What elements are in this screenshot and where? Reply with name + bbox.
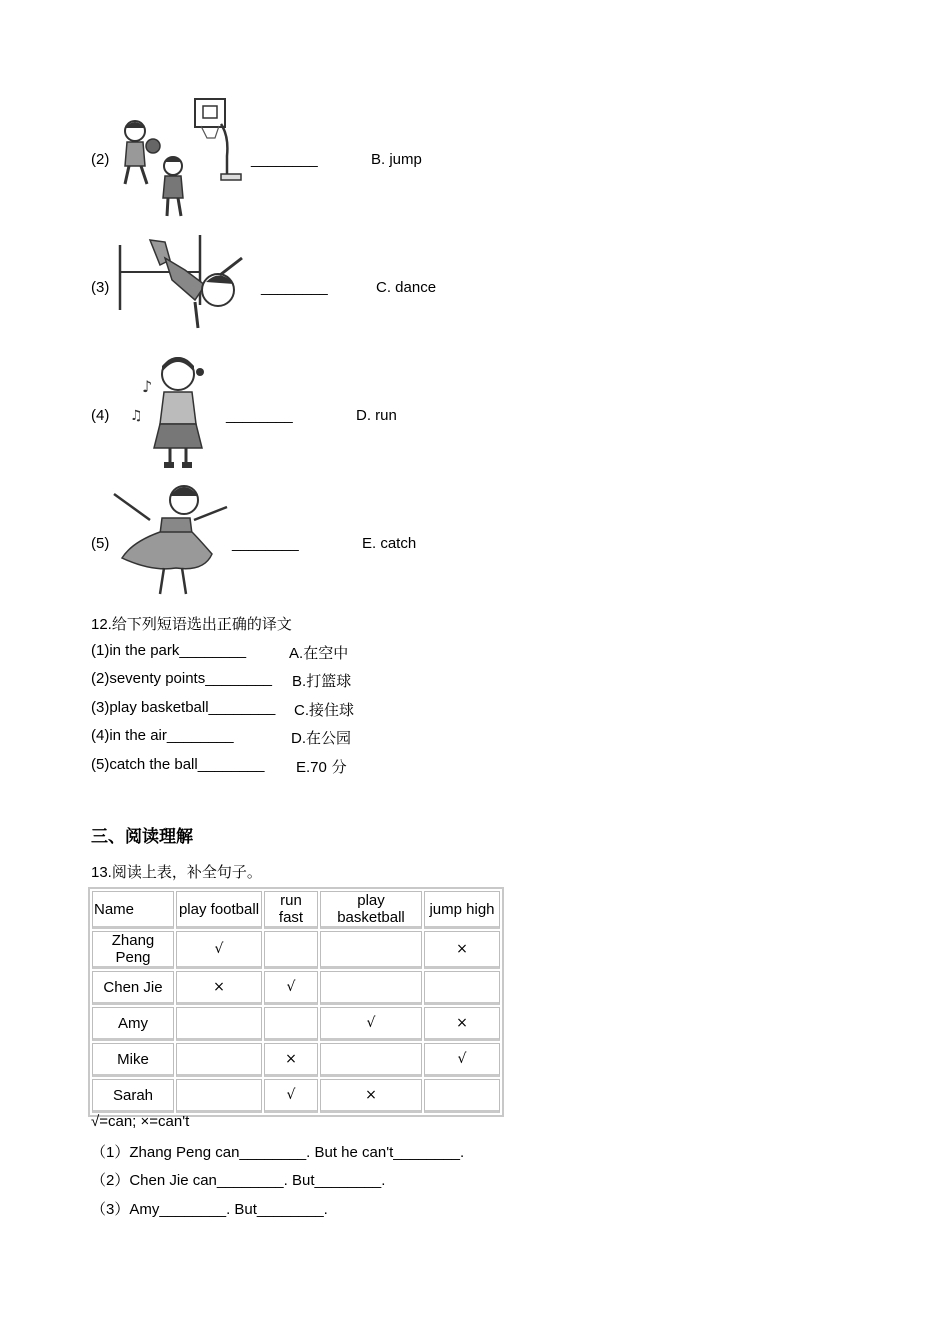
table-cell: √ bbox=[320, 1007, 422, 1041]
name-cell: Sarah bbox=[92, 1079, 174, 1113]
header-cell: play basketball bbox=[320, 891, 422, 929]
item-number: (3) bbox=[91, 279, 110, 296]
table-cell: × bbox=[320, 1079, 422, 1113]
header-cell: jump high bbox=[424, 891, 500, 929]
table-row bbox=[92, 931, 500, 969]
option-letter: B. bbox=[292, 673, 307, 690]
table-cell bbox=[320, 971, 422, 1005]
table-cell bbox=[320, 931, 422, 969]
basketball-players-illustration bbox=[115, 96, 245, 221]
svg-text:♫: ♫ bbox=[130, 408, 143, 424]
item-number: (4) bbox=[91, 407, 110, 424]
table-cell: √ bbox=[424, 1043, 500, 1077]
fill-sentence[interactable]: （2）Chen Jie can________. But________. bbox=[91, 1172, 386, 1189]
table-cell bbox=[176, 1007, 262, 1041]
header-cell: play football bbox=[176, 891, 262, 929]
table-cell bbox=[176, 1043, 262, 1077]
question-text: 阅读上表，补全句子。 bbox=[111, 863, 262, 881]
table-cell: √ bbox=[264, 1079, 318, 1113]
singing-girl-illustration bbox=[128, 352, 218, 474]
option-text: 接住球 bbox=[309, 701, 355, 719]
option-text: E. catch bbox=[362, 535, 417, 552]
table-cell: √ bbox=[264, 971, 318, 1005]
name-cell: Amy bbox=[92, 1007, 174, 1041]
table-cell: × bbox=[424, 1007, 500, 1041]
question-number: 13. bbox=[91, 864, 112, 881]
option-text: 在空中 bbox=[303, 644, 349, 662]
option-text: 分 bbox=[326, 758, 347, 776]
answer-blank[interactable]: ________ bbox=[226, 407, 293, 424]
option-letter: C. bbox=[294, 702, 309, 719]
section-heading: 三、阅读理解 bbox=[91, 827, 193, 847]
phrase: (1)in the park________ bbox=[91, 642, 247, 659]
phrase: (5)catch the ball________ bbox=[91, 756, 265, 773]
table-row bbox=[92, 971, 500, 1005]
translation-option bbox=[292, 670, 351, 691]
option-letter: A. bbox=[289, 645, 304, 662]
name-cell: Mike bbox=[92, 1043, 174, 1077]
ballet-dancer-illustration bbox=[112, 482, 232, 602]
table-cell bbox=[264, 931, 318, 969]
question-12-title bbox=[91, 613, 292, 634]
option-letter: D. bbox=[291, 730, 306, 747]
item-number: (5) bbox=[91, 535, 110, 552]
phrase: (2)seventy points________ bbox=[91, 670, 272, 687]
table-cell: × bbox=[264, 1043, 318, 1077]
item-number: (2) bbox=[91, 151, 110, 168]
table-cell bbox=[264, 1007, 318, 1041]
header-cell: Name bbox=[92, 891, 174, 929]
table-cell: √ bbox=[176, 931, 262, 969]
table-cell: × bbox=[176, 971, 262, 1005]
table-row bbox=[92, 1007, 500, 1041]
translation-option bbox=[289, 642, 348, 663]
translation-option bbox=[294, 699, 354, 720]
high-jump-illustration bbox=[110, 230, 250, 335]
option-letter: E.70 bbox=[296, 759, 327, 776]
answer-blank[interactable]: ________ bbox=[232, 535, 299, 552]
svg-text:♪: ♪ bbox=[142, 377, 153, 396]
phrase: (4)in the air________ bbox=[91, 727, 234, 744]
option-text: D. run bbox=[356, 407, 397, 424]
option-text: B. jump bbox=[371, 151, 422, 168]
header-cell: run fast bbox=[264, 891, 318, 929]
table-row bbox=[92, 1043, 500, 1077]
ability-table bbox=[88, 887, 504, 1117]
option-text: 打篮球 bbox=[306, 672, 352, 690]
option-text: C. dance bbox=[376, 279, 437, 296]
question-number: 12. bbox=[91, 616, 112, 633]
table-row bbox=[92, 1079, 500, 1113]
question-13-title bbox=[91, 861, 262, 882]
table-legend: √=can; ×=can't bbox=[91, 1113, 190, 1130]
answer-blank[interactable]: ________ bbox=[251, 151, 318, 168]
table-header-row bbox=[92, 891, 500, 929]
table-cell bbox=[424, 1079, 500, 1113]
phrase: (3)play basketball________ bbox=[91, 699, 276, 716]
name-cell: Chen Jie bbox=[92, 971, 174, 1005]
table-cell: × bbox=[424, 931, 500, 969]
table-cell bbox=[320, 1043, 422, 1077]
translation-option bbox=[296, 756, 347, 777]
translation-option bbox=[291, 727, 351, 748]
answer-blank[interactable]: ________ bbox=[261, 279, 328, 296]
option-text: 在公园 bbox=[306, 729, 352, 747]
table-cell bbox=[424, 971, 500, 1005]
question-text: 给下列短语选出正确的译文 bbox=[111, 615, 292, 633]
table-cell bbox=[176, 1079, 262, 1113]
name-cell: Zhang Peng bbox=[92, 931, 174, 969]
fill-sentence[interactable]: （1）Zhang Peng can________. But he can't________. bbox=[91, 1144, 465, 1161]
fill-sentence[interactable]: （3）Amy________. But________. bbox=[91, 1201, 328, 1218]
